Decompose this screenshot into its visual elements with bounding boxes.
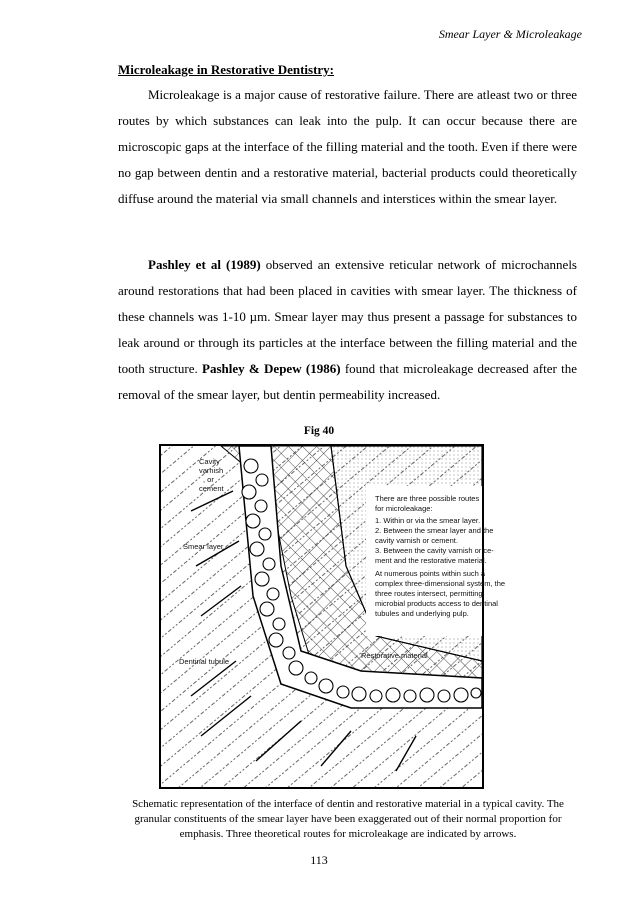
legend-line: cavity varnish or cement. bbox=[375, 536, 458, 545]
section-title: Microleakage in Restorative Dentistry: bbox=[118, 62, 335, 77]
citation-pashley-1989: Pashley et al (1989) bbox=[148, 257, 261, 272]
figure-caption: Schematic representation of the interface of dentin and restorative material in a typical cavity. The granular constituents of the smear layer have been exaggerated out of their normal proportion for emphasis. Three theoretical routes for microleakage are indicated by arrows. bbox=[132, 798, 564, 840]
legend-line: 1. Within or via the smear layer. bbox=[375, 516, 481, 525]
legend-line: 3. Between the cavity varnish or ce- bbox=[375, 546, 494, 555]
paragraph-2-text-1: observed an extensive reticular network of microchannels around restorations that had been placed in cavities with smear layer. The thickness of these channels was 1-10 µm. Smear layer may thus present a passage for substances to leak around or through its particles at the interface between the filling material and the tooth structure. bbox=[118, 257, 577, 376]
legend-line: three routes intersect, permitting bbox=[375, 589, 483, 598]
label-dentinal-tubule: Dentinal tubule bbox=[179, 657, 230, 666]
running-head: Smear Layer & Microleakage bbox=[438, 27, 582, 41]
page-number: 113 bbox=[310, 853, 328, 867]
legend-line: microbial products access to dentinal bbox=[375, 599, 498, 608]
legend-line: tubules and underlying pulp. bbox=[375, 609, 469, 618]
paragraph-1: Microleakage is a major cause of restorative failure. There are atleast two or three routes by which substances can leak into the pulp. It can occur because there are microscopic gaps at the interface of the filling material and the tooth. Even if there were no gap between dentin and a restorative material, bacterial products could theoretically diffuse around the material via small channels and interstices within the smear layer. bbox=[118, 87, 577, 206]
label-cavity-varnish-4: cement bbox=[199, 484, 224, 493]
legend-line: 2. Between the smear layer and the bbox=[375, 526, 494, 535]
legend-line: At numerous points within such a bbox=[375, 569, 486, 578]
legend-line: complex three-dimensional system, the bbox=[375, 579, 506, 588]
legend-line: There are three possible routes bbox=[375, 494, 480, 503]
label-cavity-varnish-2: varnish bbox=[199, 466, 224, 475]
label-cavity-varnish-1: Cavity bbox=[199, 457, 220, 466]
legend-line: ment and the restorative material. bbox=[375, 556, 487, 565]
label-smear-layer: Smear layer bbox=[183, 542, 224, 551]
citation-pashley-depew-1986: Pashley & Depew (1986) bbox=[202, 361, 341, 376]
label-restorative-material: Restorative material bbox=[361, 651, 428, 660]
figure-illustration bbox=[161, 446, 506, 787]
legend-line: for microleakage: bbox=[375, 504, 433, 513]
figure-label: Fig 40 bbox=[303, 425, 335, 437]
label-cavity-varnish-3: , or bbox=[203, 475, 214, 484]
paragraph-2 bbox=[118, 252, 577, 408]
paragraph-2-text-2: found that microleakage decreased after the removal of the smear layer, but dentin permeability increased. bbox=[118, 361, 577, 402]
figure-diagram bbox=[159, 444, 506, 789]
